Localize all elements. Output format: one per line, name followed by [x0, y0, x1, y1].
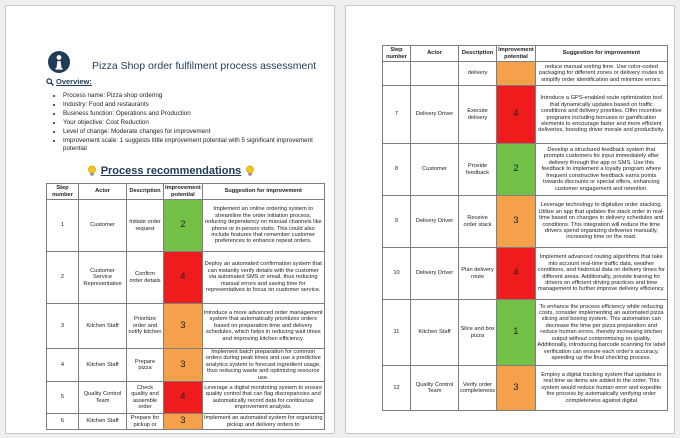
table-row: [383, 366, 668, 411]
overview-heading-label: Overview:: [56, 77, 92, 86]
description-cell: delivery: [459, 62, 497, 86]
table-body: [383, 62, 668, 411]
header-suggestion: Suggestion for improvement: [535, 46, 667, 62]
table-row: [383, 300, 668, 366]
table-row: [47, 304, 325, 349]
potential-cell: 3: [497, 196, 536, 248]
overview-item: • Level of change: Moderate changes for improvement: [63, 128, 328, 137]
actor-cell: Kitchen Staff: [411, 300, 459, 366]
header-potential: Improvement potential: [498, 47, 534, 60]
header-step: Step number: [383, 46, 411, 62]
overview-item: • Process name: Pizza shop ordering: [63, 92, 328, 101]
step-cell: 9: [383, 196, 411, 248]
overview-list: [51, 92, 328, 154]
document-page-1: [5, 5, 335, 434]
suggestion-cell: Leverage technology to digitalize order stacking. Utilize an app that updates the stack order in real-time based on changes in delivery schedules and conditions. This integration will reduce the time drivers spend organizing deliveries manually, increasing time on the road.: [535, 196, 667, 248]
table-body: [47, 200, 325, 430]
step-cell: 12: [383, 366, 411, 411]
lightbulb-icon: [245, 165, 255, 177]
actor-cell: Delivery Driver: [411, 196, 459, 248]
potential-cell: 3: [164, 304, 203, 349]
suggestion-cell: Implement advanced routing algorithms that take into account real-time traffic data, weather conditions, and historical data on delivery times for different areas. Additionally, provide training for drivers on efficient driving practices and time management to further improve delivery efficiency.: [535, 248, 667, 300]
overview-heading: [46, 77, 92, 86]
table-row: [383, 248, 668, 300]
suggestion-cell: Deploy an automated confirmation system that can instantly verify details with the customer via automated SMS or email, thus reducing manual errors and saving time for representatives to focus on customer service.: [202, 252, 324, 304]
table-row: [47, 382, 325, 414]
header-actor: Actor: [411, 46, 459, 62]
actor-cell: Kitchen Staff: [79, 414, 127, 430]
table-row: [47, 349, 325, 382]
potential-cell: 2: [497, 144, 536, 196]
description-cell: Prioritize order and notify kitchen: [127, 304, 164, 349]
overview-item: • Industry: Food and restaurants: [63, 101, 328, 110]
suggestion-cell: Implement an online ordering system to streamline the order initiation process, reducing dependency on manual channels like phone or in-person visits. This could also include features that remember customer preferences to enhance repeat orders.: [202, 200, 324, 252]
step-cell: 2: [47, 252, 79, 304]
table-row-continued: [383, 62, 668, 86]
description-cell: Verify order completeness: [459, 366, 497, 411]
table-row: [383, 144, 668, 196]
table-row: [47, 414, 325, 430]
table-row: [383, 86, 668, 144]
actor-cell: Delivery Driver: [411, 248, 459, 300]
step-cell: 1: [47, 200, 79, 252]
magnifier-icon: [46, 78, 54, 86]
suggestion-cell: To enhance the process efficiency while reducing costs, consider implementing an automated pizza slicing and boxing system. This automation can decrease the time per pizza preparation and reduce human errors, thereby increasing kitchen output without compromising on quality. Additionally, introducing barcode scanning for label verification can ensure each order's accuracy, speeding up the final checking process.: [535, 300, 667, 366]
actor-cell: Quality Control Team: [411, 366, 459, 411]
description-cell: Provide feedback: [459, 144, 497, 196]
overview-item: • Improvement scale: 1 suggests little improvement potential with 5 significant improvement potential: [63, 137, 328, 155]
suggestion-cell: Develop a structured feedback system that prompts customers for input immediately after delivery through the app or SMS. Use this feedback to implement a loyalty program where frequent constructive feedback earns points towards discounts or special offers, enhancing customer engagement and retention.: [535, 144, 667, 196]
header-description: Description: [459, 46, 497, 62]
potential-cell: 4: [164, 382, 203, 414]
step-cell: 6: [47, 414, 79, 430]
header-step: Step number: [47, 184, 79, 200]
step-cell: 10: [383, 248, 411, 300]
description-cell: Execute delivery: [459, 86, 497, 144]
step-cell: 7: [383, 86, 411, 144]
suggestion-cell: Implement an automated system for organizing pickup and delivery orders to: [203, 415, 323, 428]
description-cell: Prepare pizza: [127, 349, 164, 382]
step-cell: 5: [47, 382, 79, 414]
potential-cell: 4: [497, 248, 536, 300]
step-cell: 4: [47, 349, 79, 382]
suggestion-cell: Implement batch preparation for common orders during peak times and use a predictive analytics system to forecast ingredient usage, thus reducing waste and optimizing resource use.: [202, 349, 324, 382]
description-cell: Slice and box pizza: [459, 300, 497, 366]
suggestion-cell: Introduce a GPS-enabled route optimization tool that dynamically updates based on traffic conditions and delivery priorities. Offer incentive programs including bonuses or gamification elements to encourage faster and more efficient deliveries, boosting driver morale and productivity.: [535, 86, 667, 144]
potential-cell: 2: [164, 200, 203, 252]
actor-cell: Delivery Driver: [411, 86, 459, 144]
header-suggestion: Suggestion for improvement: [202, 184, 324, 200]
header-actor: Actor: [79, 184, 127, 200]
potential-cell: 4: [164, 252, 203, 304]
document-page-2: [345, 5, 675, 434]
lightbulb-icon: [87, 165, 97, 177]
header-potential: Improvement potential: [165, 185, 201, 198]
table-row: [47, 200, 325, 252]
potential-cell: 1: [497, 300, 536, 366]
recommendations-table-continued: [382, 45, 668, 411]
overview-item: • Business function: Operations and Production: [63, 110, 328, 119]
step-cell: 8: [383, 144, 411, 196]
step-cell: 11: [383, 300, 411, 366]
table-row: [47, 252, 325, 304]
suggestion-cell: Introduce a more advanced order management system that automatically prioritizes orders based on preparation time and delivery schedules, which helps in reducing wait times and improving kitchen efficiency.: [202, 304, 324, 349]
document-title: Pizza Shop order fulfilment process assessment: [92, 60, 317, 72]
suggestion-cell: reduce manual sorting time. Use color-coded packaging for different zones or delivery routes to simplify order identification and minimize errors.: [535, 62, 667, 86]
actor-cell: Customer: [411, 144, 459, 196]
description-cell: Check quality and assemble order: [127, 382, 164, 414]
header-description: Description: [127, 184, 164, 200]
recommendations-title: Process recommendations: [100, 165, 242, 177]
description-cell: Plan delivery route: [459, 248, 497, 300]
actor-cell: Quality Control Team: [79, 382, 127, 414]
potential-cell: 3: [164, 349, 203, 382]
description-cell: Receive order stack: [459, 196, 497, 248]
recommendations-table: [46, 183, 325, 430]
actor-cell: Kitchen Staff: [79, 304, 127, 349]
actor-cell: [411, 62, 459, 86]
potential-cell: 3: [164, 414, 203, 430]
description-cell: Prepare for pickup or: [127, 414, 164, 430]
potential-cell: [497, 62, 536, 86]
actor-cell: Customer: [79, 200, 127, 252]
description-cell: Confirm order details: [127, 252, 164, 304]
description-cell: Initiate order request: [127, 200, 164, 252]
potential-cell: 4: [497, 86, 536, 144]
step-cell: 3: [47, 304, 79, 349]
suggestion-cell: Employ a digital tracking system that updates in real time as items are added to the order. This system would reduce human error and expedite the process by automatically verifying order completeness against digital: [535, 366, 667, 411]
actor-cell: Kitchen Staff: [79, 349, 127, 382]
overview-item: • Your objective: Cost Reduction: [63, 119, 328, 128]
table-row: [383, 196, 668, 248]
logo-icon: [48, 51, 70, 73]
actor-cell: Customer Service Representative: [79, 252, 127, 304]
step-cell: [383, 62, 411, 86]
potential-cell: 3: [497, 366, 536, 411]
recommendations-heading: [6, 165, 335, 177]
suggestion-cell: Leverage a digital monitoring system to ensure quality control that can flag discrepancies and automatically record data for continuous improvement analysis.: [202, 382, 324, 414]
